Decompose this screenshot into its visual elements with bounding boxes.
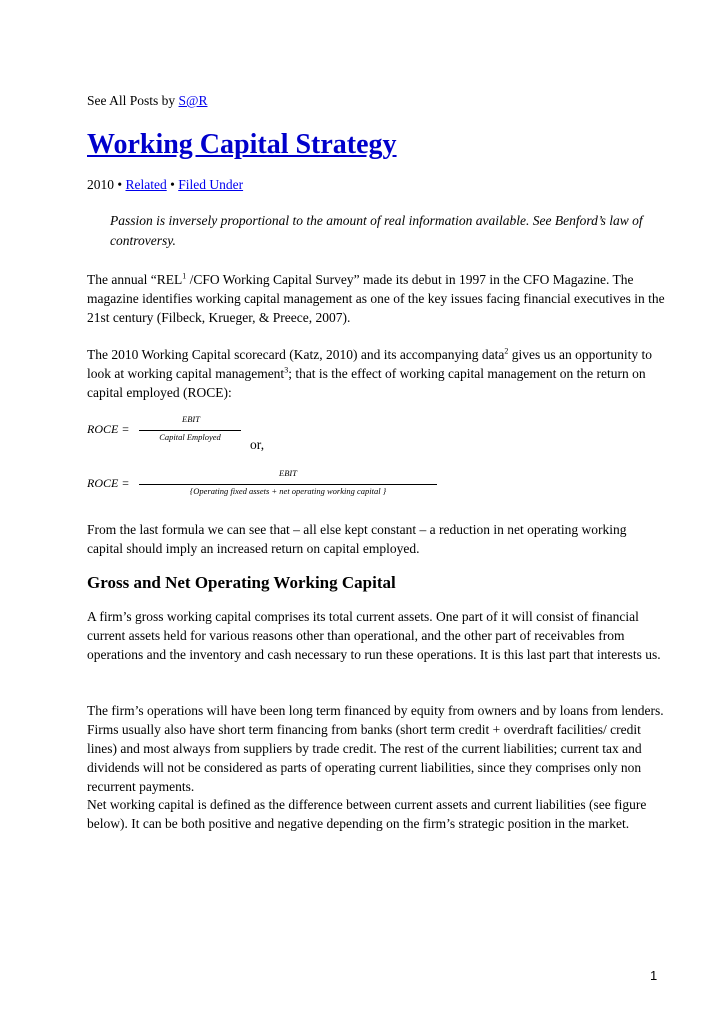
meta-separator: • [166,177,179,192]
formula-lhs: ROCE = [87,476,130,490]
paragraph-conclusion: From the last formula we can see that – all else kept constant – a reduction in net operating working capital should imply an increased return on capital employed. [87,522,627,556]
text-run: /CFO Working Capital Survey” made its debut in 1997 in the CFO Magazine. The magazine identifies working capital management as one of the key issues facing financial executives in the 21st century (Filbeck, Krueger, & Preece, 2007). [87,272,665,325]
paragraph-financing: The firm’s operations will have been long term financed by equity from owners and by loans from lenders. Firms usually also have short term financing from banks (short term credit + overdraft facilities/ credit lines) and most always from suppliers by trade credit. The rest of the current liabilities; current tax and dividends will not be considered as parts of operating current liabilities, since they comprises only non recurrent payments. [87,703,664,794]
page-number: 1 [650,968,658,983]
section-heading: Gross and Net Operating Working Capital [87,573,396,592]
meta-separator: • [114,177,126,192]
post-meta [87,176,243,194]
text-run: gives us an opportunity to look at working capital management [87,347,653,381]
byline-prefix: See All Posts by [87,93,179,108]
related-link[interactable]: Related [125,177,167,192]
text-run: The 2010 Working Capital scorecard (Katz, 2010) and its accompanying data [87,347,505,362]
paragraph-net-wc: Net working capital is defined as the difference between current assets and current liabilities (see figure below). It can be both positive and negative depending on the firm’s strategic position in the market. [87,797,647,831]
post-title[interactable]: Working Capital Strategy [87,129,397,160]
epigraph-quote: Passion is inversely proportional to the amount of real information available. See Benford’s law of controversy. [110,213,643,248]
filed-under-link[interactable]: Filed Under [178,177,244,192]
formula-numerator: EBIT [182,414,200,424]
text-run: ; that is the effect of working capital management on the return on capital employed (ROCE): [87,366,646,400]
fraction-bar [139,484,437,485]
author-link[interactable]: S@R [178,93,208,108]
footnote-ref: 3 [284,365,289,375]
roce-formula-1 [87,410,247,450]
footnote-ref: 2 [504,346,509,356]
formula-denominator: {Operating fixed assets + net operating working capital } [189,486,387,496]
roce-formula-2 [87,464,447,504]
fraction-bar [139,430,241,431]
paragraph-gross-wc: A firm’s gross working capital comprises its total current assets. One part of it will consist of financial current assets held for various reasons other than operational, and the other part of receivables from operations and the inventory and cash necessary to run these operations. It is this last part that interests us. [87,609,661,662]
paragraph-scorecard [87,345,665,402]
formula-numerator: EBIT [279,468,297,478]
formula-lhs: ROCE = [87,422,130,436]
text-run: The annual “REL [87,272,183,287]
byline [87,92,207,110]
post-year: 2010 [87,177,114,192]
paragraph-survey [87,270,665,327]
footnote-ref: 1 [182,271,187,281]
formula-denominator: Capital Employed [159,432,221,442]
or-connector: or, [250,437,265,452]
